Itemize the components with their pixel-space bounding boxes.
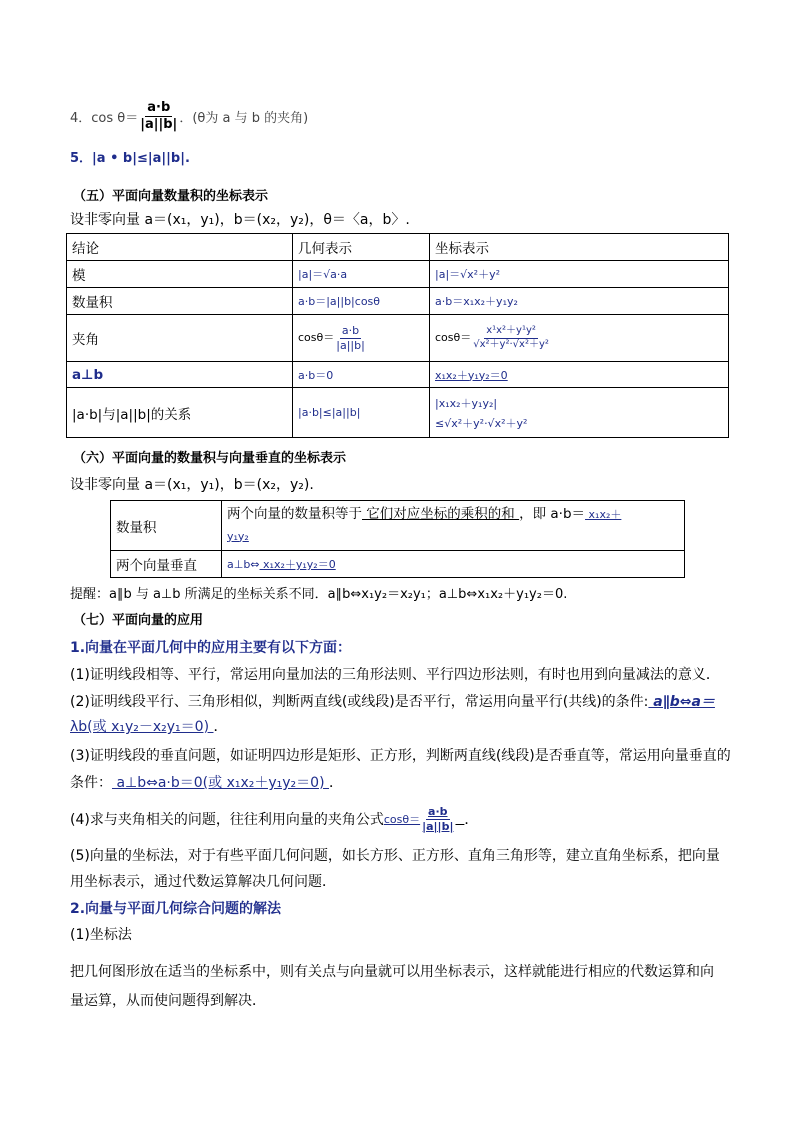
- table-cell: 夹角: [67, 315, 293, 362]
- section-5-intro: 设非零向量 a＝(x₁，y₁)，b＝(x₂，y₂)，θ＝〈a，b〉.: [70, 212, 410, 228]
- table-cell: a⊥b: [67, 362, 293, 388]
- table-cell: |a|＝√a·a: [293, 261, 430, 288]
- blank-tail: [455, 811, 464, 827]
- table-cell: [430, 315, 729, 362]
- table-cell: |a|＝√x²＋y²: [430, 261, 729, 288]
- paragraph-2-text: (2)证明线段平行、三角形相似，判断两直线(或线段)是否平行，常运用向量平行(共线)的条件:: [70, 694, 649, 710]
- answer-blank: a∥b⇔a＝: [648, 694, 715, 710]
- paragraph-4: [70, 800, 478, 838]
- punctuation: ．: [464, 812, 479, 828]
- paragraph-3-text: 条件：: [70, 775, 112, 791]
- table-cell: 模: [67, 261, 293, 288]
- subheading-2: 2.向量与平面几何综合问题的解法: [70, 901, 282, 917]
- table-cell: |a·b|≤|a||b|: [293, 388, 430, 438]
- fraction-numerator: a·b: [147, 99, 171, 115]
- table-cell: 数量积: [67, 288, 293, 315]
- paragraph-5-line-1: (5)向量的坐标法，对于有些平面几何问题，如长方形、正方形、直角三角形等，建立直角坐标系，把向量: [70, 848, 720, 864]
- cos-label: cosθ＝: [298, 331, 335, 344]
- table-cell: [293, 315, 430, 362]
- table-cell: [430, 362, 729, 388]
- table-cell: a·b＝0: [293, 362, 430, 388]
- paragraph-5-line-2: 用坐标表示，通过代数运算解决几何问题．: [70, 874, 336, 890]
- section-5-title: （五）平面向量数量积的坐标表示: [73, 189, 269, 204]
- table-cell: [222, 501, 685, 551]
- answer-blank: cosθ＝: [383, 813, 421, 826]
- paragraph-2-line-2: [70, 716, 228, 736]
- paragraph-3-line-1: (3)证明线段的垂直问题，如证明四边形是矩形、正方形，判断两直线(线段)是否垂直等，常运用向量垂直的: [70, 748, 731, 764]
- answer-blank: x₁x₂＋: [585, 507, 622, 521]
- table-row: [67, 315, 729, 362]
- table-header: 结论: [67, 234, 293, 261]
- table-cell: [430, 388, 729, 438]
- coordinate-angle-fraction: [473, 326, 549, 350]
- cos-fraction: [140, 101, 177, 131]
- item-4-formula: [70, 96, 308, 136]
- paragraph-1: (1)证明线段相等、平行，常运用向量加法的三角形法则、平行四边形法则，有时也用到向量减法的意义．: [70, 667, 720, 683]
- fraction-denominator: |a||b|: [140, 116, 178, 132]
- fraction-numerator: a·b: [428, 804, 448, 818]
- item-5-inequality: 5．|a • b|≤|a||b|.: [70, 151, 190, 166]
- section-6-title: （六）平面向量的数量积与向量垂直的坐标表示: [73, 451, 347, 466]
- fraction-denominator: |a||b|: [422, 819, 454, 833]
- table-row: [67, 388, 729, 438]
- reminder-note: 提醒：a∥b 与 a⊥b 所满足的坐标关系不同．a∥b⇔x₁y₂＝x₂y₁；a⊥b⇔x₁x₂＋y₁y₂＝0.: [70, 587, 568, 602]
- punctuation: ．: [329, 775, 343, 791]
- fraction-denominator: |a||b|: [336, 338, 365, 352]
- table-row: [111, 551, 685, 578]
- perpendicular-condition: x₁x₂＋y₁y₂＝0: [435, 368, 508, 382]
- fraction-numerator: a·b: [341, 323, 360, 337]
- subheading-1: 1.向量在平面几何中的应用主要有以下方面：: [70, 640, 352, 656]
- answer-blank-cont: λb(或 x₁y₂－x₂y₁＝0): [70, 719, 214, 735]
- table-cell: 数量积: [111, 501, 222, 551]
- fraction-numerator: x¹x²＋y¹y²: [484, 326, 538, 339]
- section-7-title: （七）平面向量的应用: [73, 613, 204, 628]
- answer-blank-cont: y₁y₂: [227, 529, 249, 543]
- paragraph-2-line-1: [70, 691, 715, 711]
- table-row: [67, 261, 729, 288]
- paragraph-3-line-2: [70, 772, 343, 792]
- table-row: [67, 288, 729, 315]
- table-header: 坐标表示: [430, 234, 729, 261]
- paragraph-6-line-1: 把几何图形放在适当的坐标系中，则有关点与向量就可以用坐标表示，这样就能进行相应的代数运算和向: [70, 964, 714, 980]
- dot-product-text-2: ，即 a·b＝: [519, 505, 586, 522]
- perpendicular-text: a⊥b⇔: [227, 558, 260, 571]
- table-cell: |a·b|与|a||b|的关系: [67, 388, 293, 438]
- table-row: [111, 501, 685, 551]
- answer-blank: a⊥b⇔a·b＝0(或 x₁x₂＋y₁y₂＝0): [112, 775, 329, 791]
- paragraph-6-line-2: 量运算，从而使问题得到解决．: [70, 993, 266, 1009]
- table-cell: a·b＝|a||b|cosθ: [293, 288, 430, 315]
- item-4-prefix: 4．cos θ＝: [70, 110, 139, 126]
- table-header: 几何表示: [293, 234, 430, 261]
- subheading-2-1: (1)坐标法: [70, 927, 132, 943]
- table-cell: [222, 551, 685, 578]
- punctuation: ．: [213, 719, 228, 735]
- table-cell: 两个向量垂直: [111, 551, 222, 578]
- answer-blank: x₁x₂＋y₁y₂＝0: [259, 558, 336, 571]
- perpendicular-table: [110, 500, 685, 578]
- cos-label: cosθ＝: [435, 331, 472, 344]
- angle-fraction: [336, 325, 365, 351]
- fraction-denominator: √x²＋y²·√x²＋y²: [473, 338, 549, 350]
- section-6-intro: 设非零向量 a＝(x₁，y₁)，b＝(x₂，y₂).: [70, 477, 314, 493]
- dot-product-text: 两个向量的数量积等于: [227, 505, 362, 522]
- cauchy-line-2: ≤√x²＋y²·√x²＋y²: [435, 416, 528, 430]
- answer-blank: 它们对应坐标的乘积的和: [362, 505, 520, 522]
- cauchy-line-1: |x₁x₂＋y₁y₂|: [435, 396, 498, 410]
- paragraph-4-text: (4)求与夹角相关的问题，往往利用向量的夹角公式: [70, 812, 384, 828]
- table-cell: a·b＝x₁x₂＋y₁y₂: [430, 288, 729, 315]
- table-row: [67, 362, 729, 388]
- angle-formula-fraction: [422, 806, 453, 832]
- item-4-suffix: ．(θ为 a 与 b 的夹角): [179, 110, 309, 126]
- coordinate-table: [66, 233, 729, 438]
